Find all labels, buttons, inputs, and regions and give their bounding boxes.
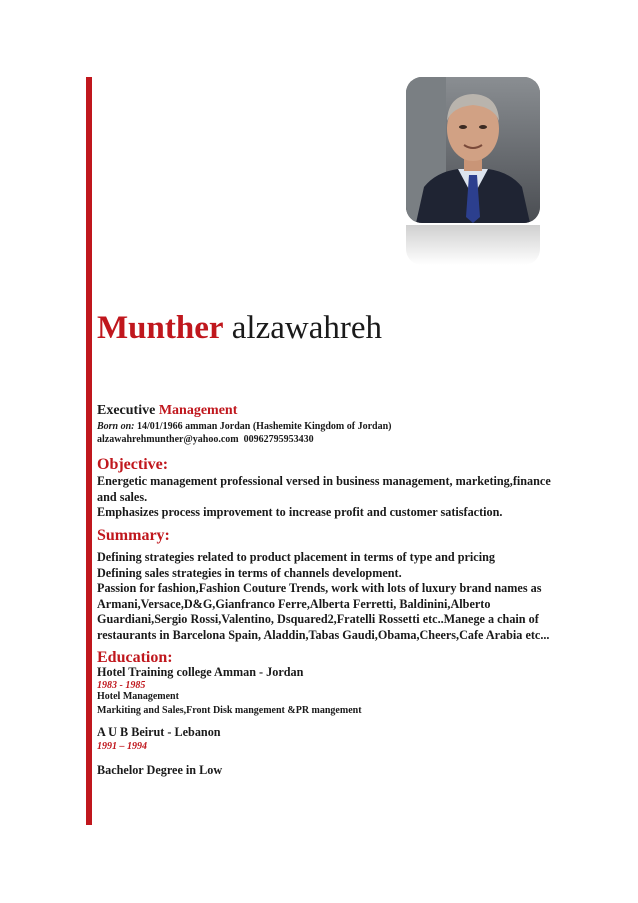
summary-line: Armani,Versace,D&G,Gianfranco Ferre,Alberta Ferretti, Baldinini,Alberto [97, 596, 491, 611]
school-2: A U B Beirut - Lebanon [97, 725, 221, 739]
accent-bar [86, 77, 92, 825]
summary-line: Passion for fashion,Fashion Couture Trends, work with lots of luxury brand names as [97, 581, 542, 595]
first-name: Munther [97, 310, 224, 346]
job-title-word2: Management [158, 403, 238, 418]
school-2-degree: Bachelor Degree in Low [97, 763, 223, 777]
born-value: 14/01/1966 amman Jordan (Hashemite Kingdom of Jordan) [137, 421, 392, 432]
born-label: Born on: [97, 421, 135, 432]
summary-line: restaurants in Barcelona Spain, Aladdin,Tabas Gaudi,Obama,Cheers,Cafe Arabia etc... [97, 627, 550, 642]
photo-reflection [406, 225, 540, 265]
school-1-years: 1983 - 1985 [97, 680, 146, 691]
portrait-photo-icon [406, 77, 540, 223]
summary-heading: Summary: [97, 527, 170, 544]
objective-heading: Objective: [97, 456, 169, 473]
job-title [97, 403, 237, 419]
birth-info [97, 421, 391, 432]
job-title-word1: Executive [97, 403, 156, 418]
last-name: alzawahreh [231, 310, 382, 346]
school-1-program: Hotel Management [97, 691, 179, 702]
summary-line: Defining sales strategies in terms of channels development. [97, 565, 402, 580]
summary-line: Guardiani,Sergio Rossi,Valentino, Dsquared2,Fratelli Rossetti etc..Manege a chain of [97, 612, 539, 626]
school-1-detail: Markiting and Sales,Front Disk mangement &PR mangement [97, 705, 362, 716]
objective-text [97, 474, 551, 521]
email[interactable]: alzawahrehmunther@yahoo.com [97, 434, 239, 445]
school-2-years: 1991 – 1994 [97, 741, 147, 752]
education-heading: Education: [97, 649, 173, 666]
contact-info [97, 434, 314, 445]
objective-line: and sales. [97, 489, 148, 504]
school-1: Hotel Training college Amman - Jordan [97, 665, 304, 679]
objective-line: Emphasizes process improvement to increase profit and customer satisfaction. [97, 505, 503, 519]
summary-text [97, 550, 549, 643]
summary-line: Defining strategies related to product placement in terms of type and pricing [97, 550, 495, 564]
full-name [97, 310, 382, 347]
profile-photo [406, 77, 540, 223]
objective-line: Energetic management professional versed in business management, marketing,finance [97, 474, 551, 488]
phone: 00962795953430 [243, 434, 314, 445]
